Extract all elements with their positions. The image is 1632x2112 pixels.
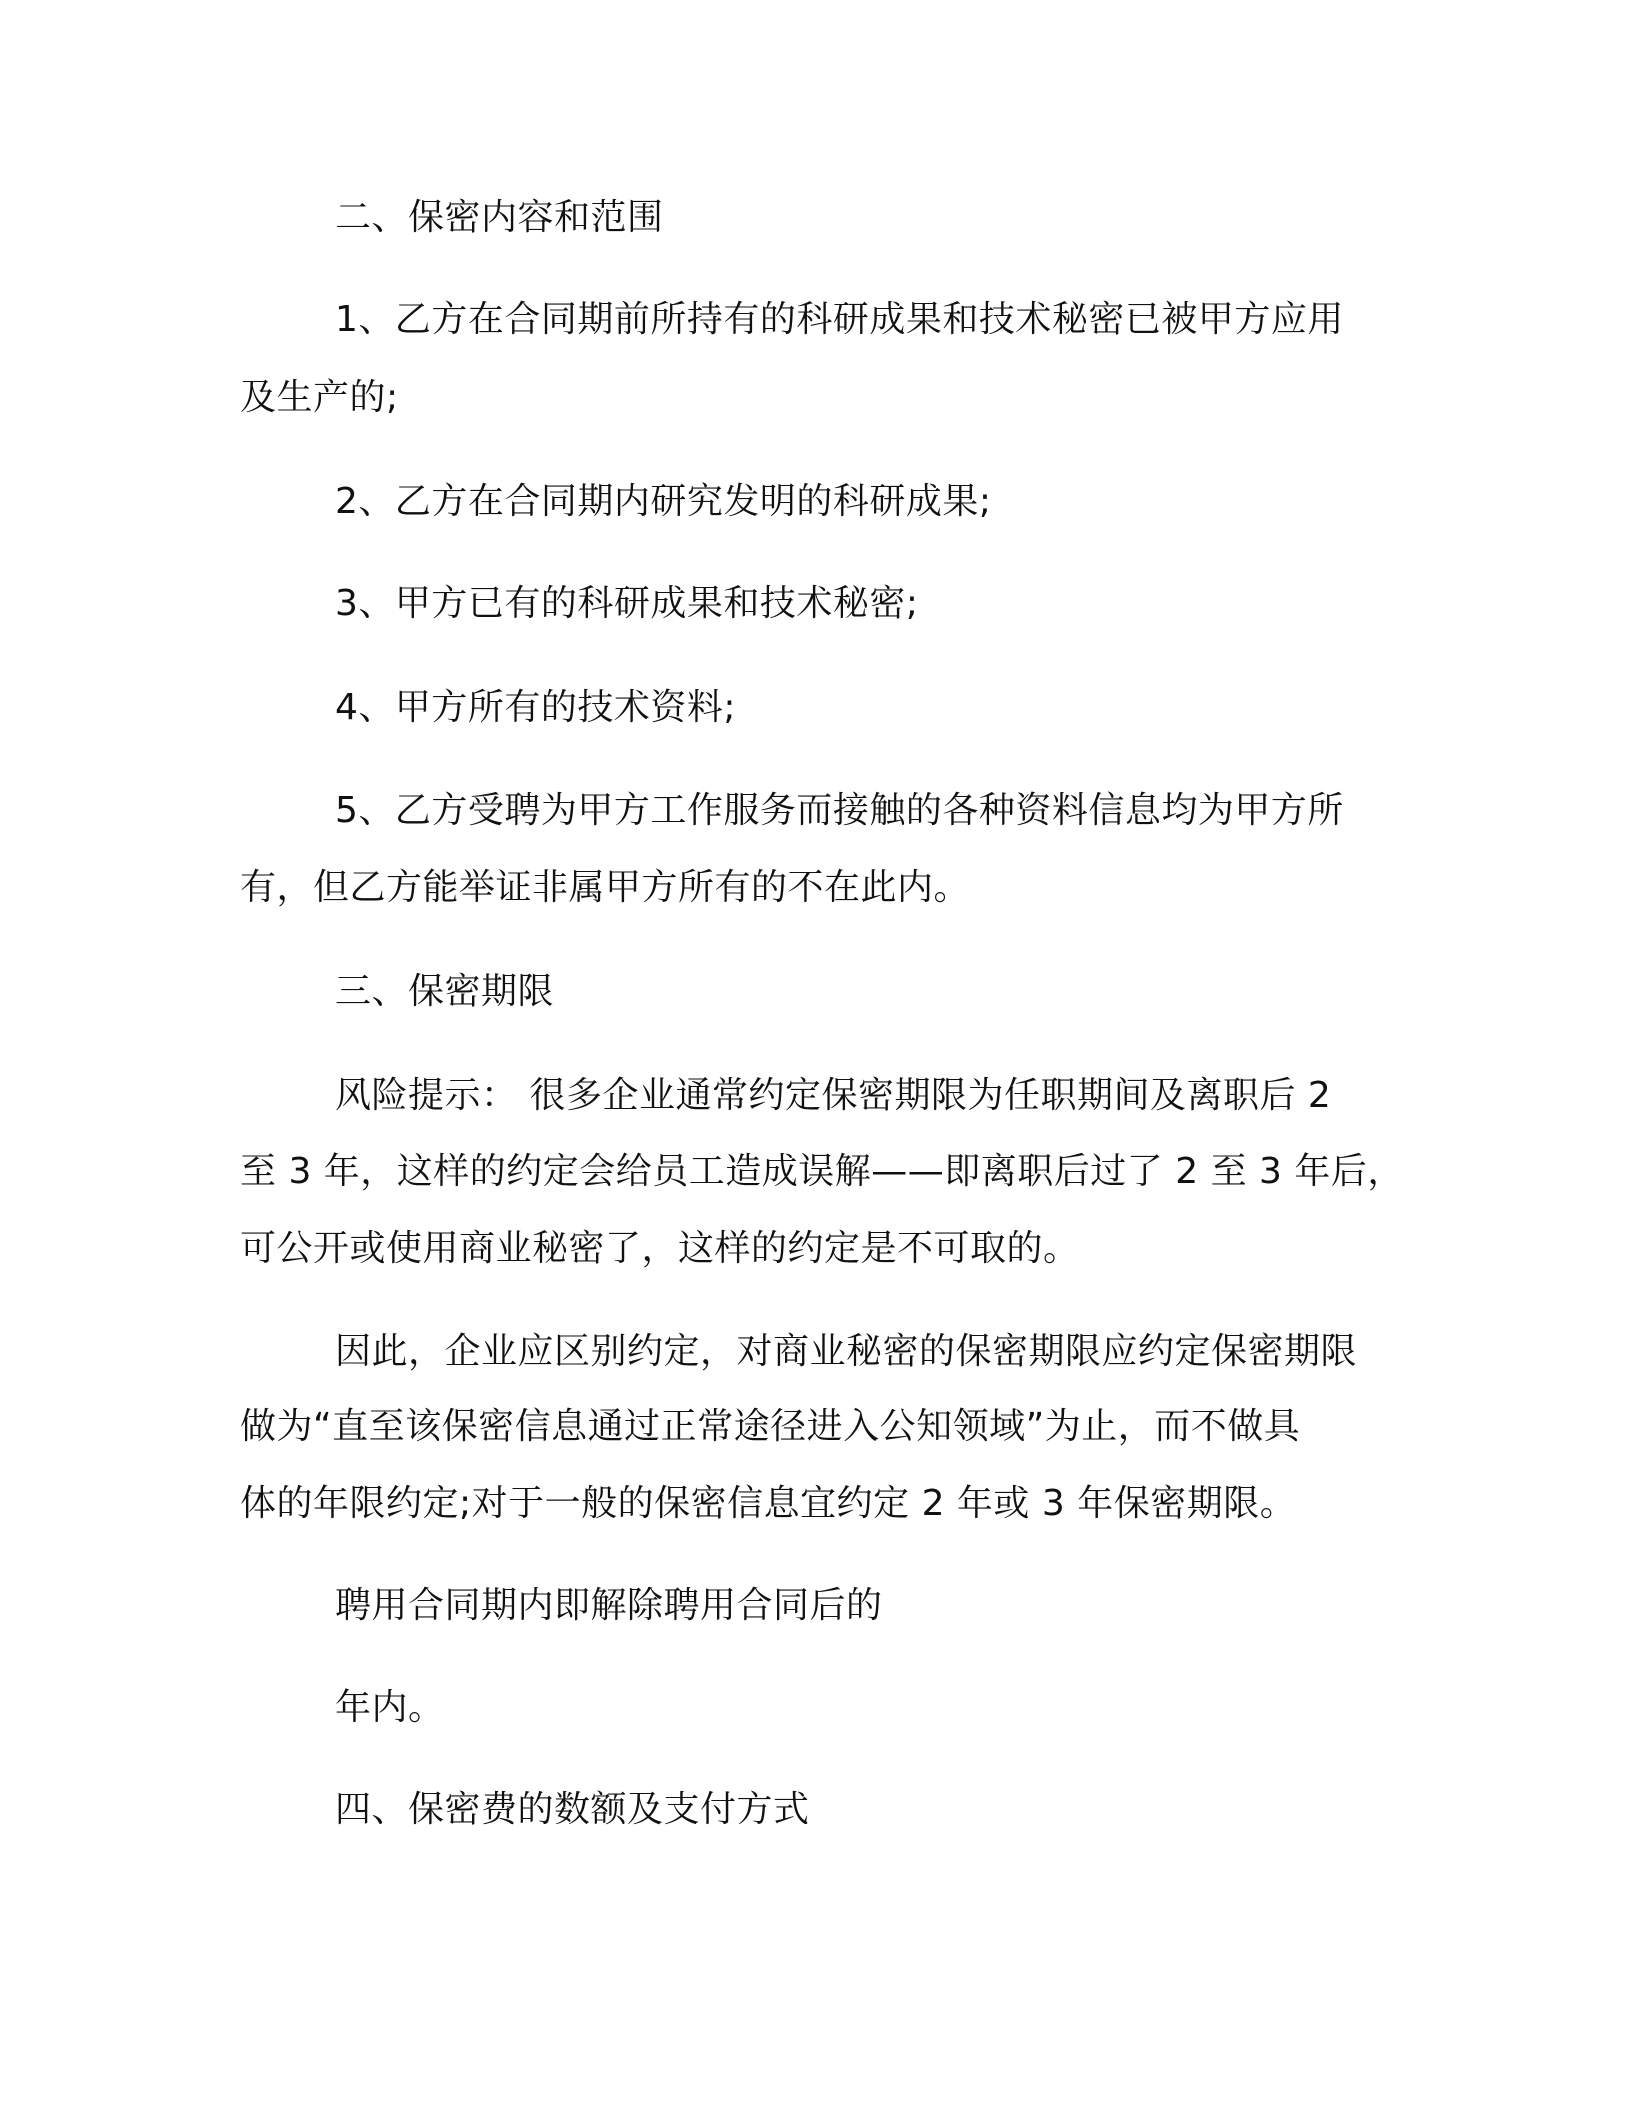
- item-1-line-2: 及生产的;: [240, 377, 399, 418]
- section-heading-3: 三、保密期限: [335, 971, 555, 1012]
- item-5-line-1: 5、乙方受聘为甲方工作服务而接触的各种资料信息均为甲方所: [335, 790, 1344, 831]
- item-5-line-2: 有，但乙方能举证非属甲方所有的不在此内。: [240, 867, 971, 908]
- term-line-2: 年内。: [335, 1687, 445, 1728]
- risk-note-line-2: 至 3 年，这样的约定会给员工造成误解——即离职后过了 2 至 3 年后，: [240, 1151, 1404, 1192]
- advice-line-1: 因此，企业应区别约定，对商业秘密的保密期限应约定保密期限: [335, 1331, 1358, 1372]
- section-heading-2: 二、保密内容和范围: [335, 197, 664, 238]
- item-1-line-1: 1、乙方在合同期前所持有的科研成果和技术秘密已被甲方应用: [335, 299, 1344, 340]
- risk-note-line-3: 可公开或使用商业秘密了，这样的约定是不可取的。: [240, 1228, 1080, 1269]
- term-line-1: 聘用合同期内即解除聘用合同后的: [335, 1585, 883, 1626]
- item-2: 2、乙方在合同期内研究发明的科研成果;: [335, 481, 992, 522]
- item-4: 4、甲方所有的技术资料;: [335, 687, 737, 728]
- advice-line-3: 体的年限约定;对于一般的保密信息宜约定 2 年或 3 年保密期限。: [240, 1483, 1297, 1524]
- section-heading-4: 四、保密费的数额及支付方式: [335, 1789, 810, 1830]
- item-3: 3、甲方已有的科研成果和技术秘密;: [335, 583, 919, 624]
- risk-note-line-1: 风险提示： 很多企业通常约定保密期限为任职期间及离职后 2: [335, 1075, 1332, 1116]
- advice-line-2: 做为“直至该保密信息通过正常途径进入公知领域”为止，而不做具: [240, 1406, 1301, 1447]
